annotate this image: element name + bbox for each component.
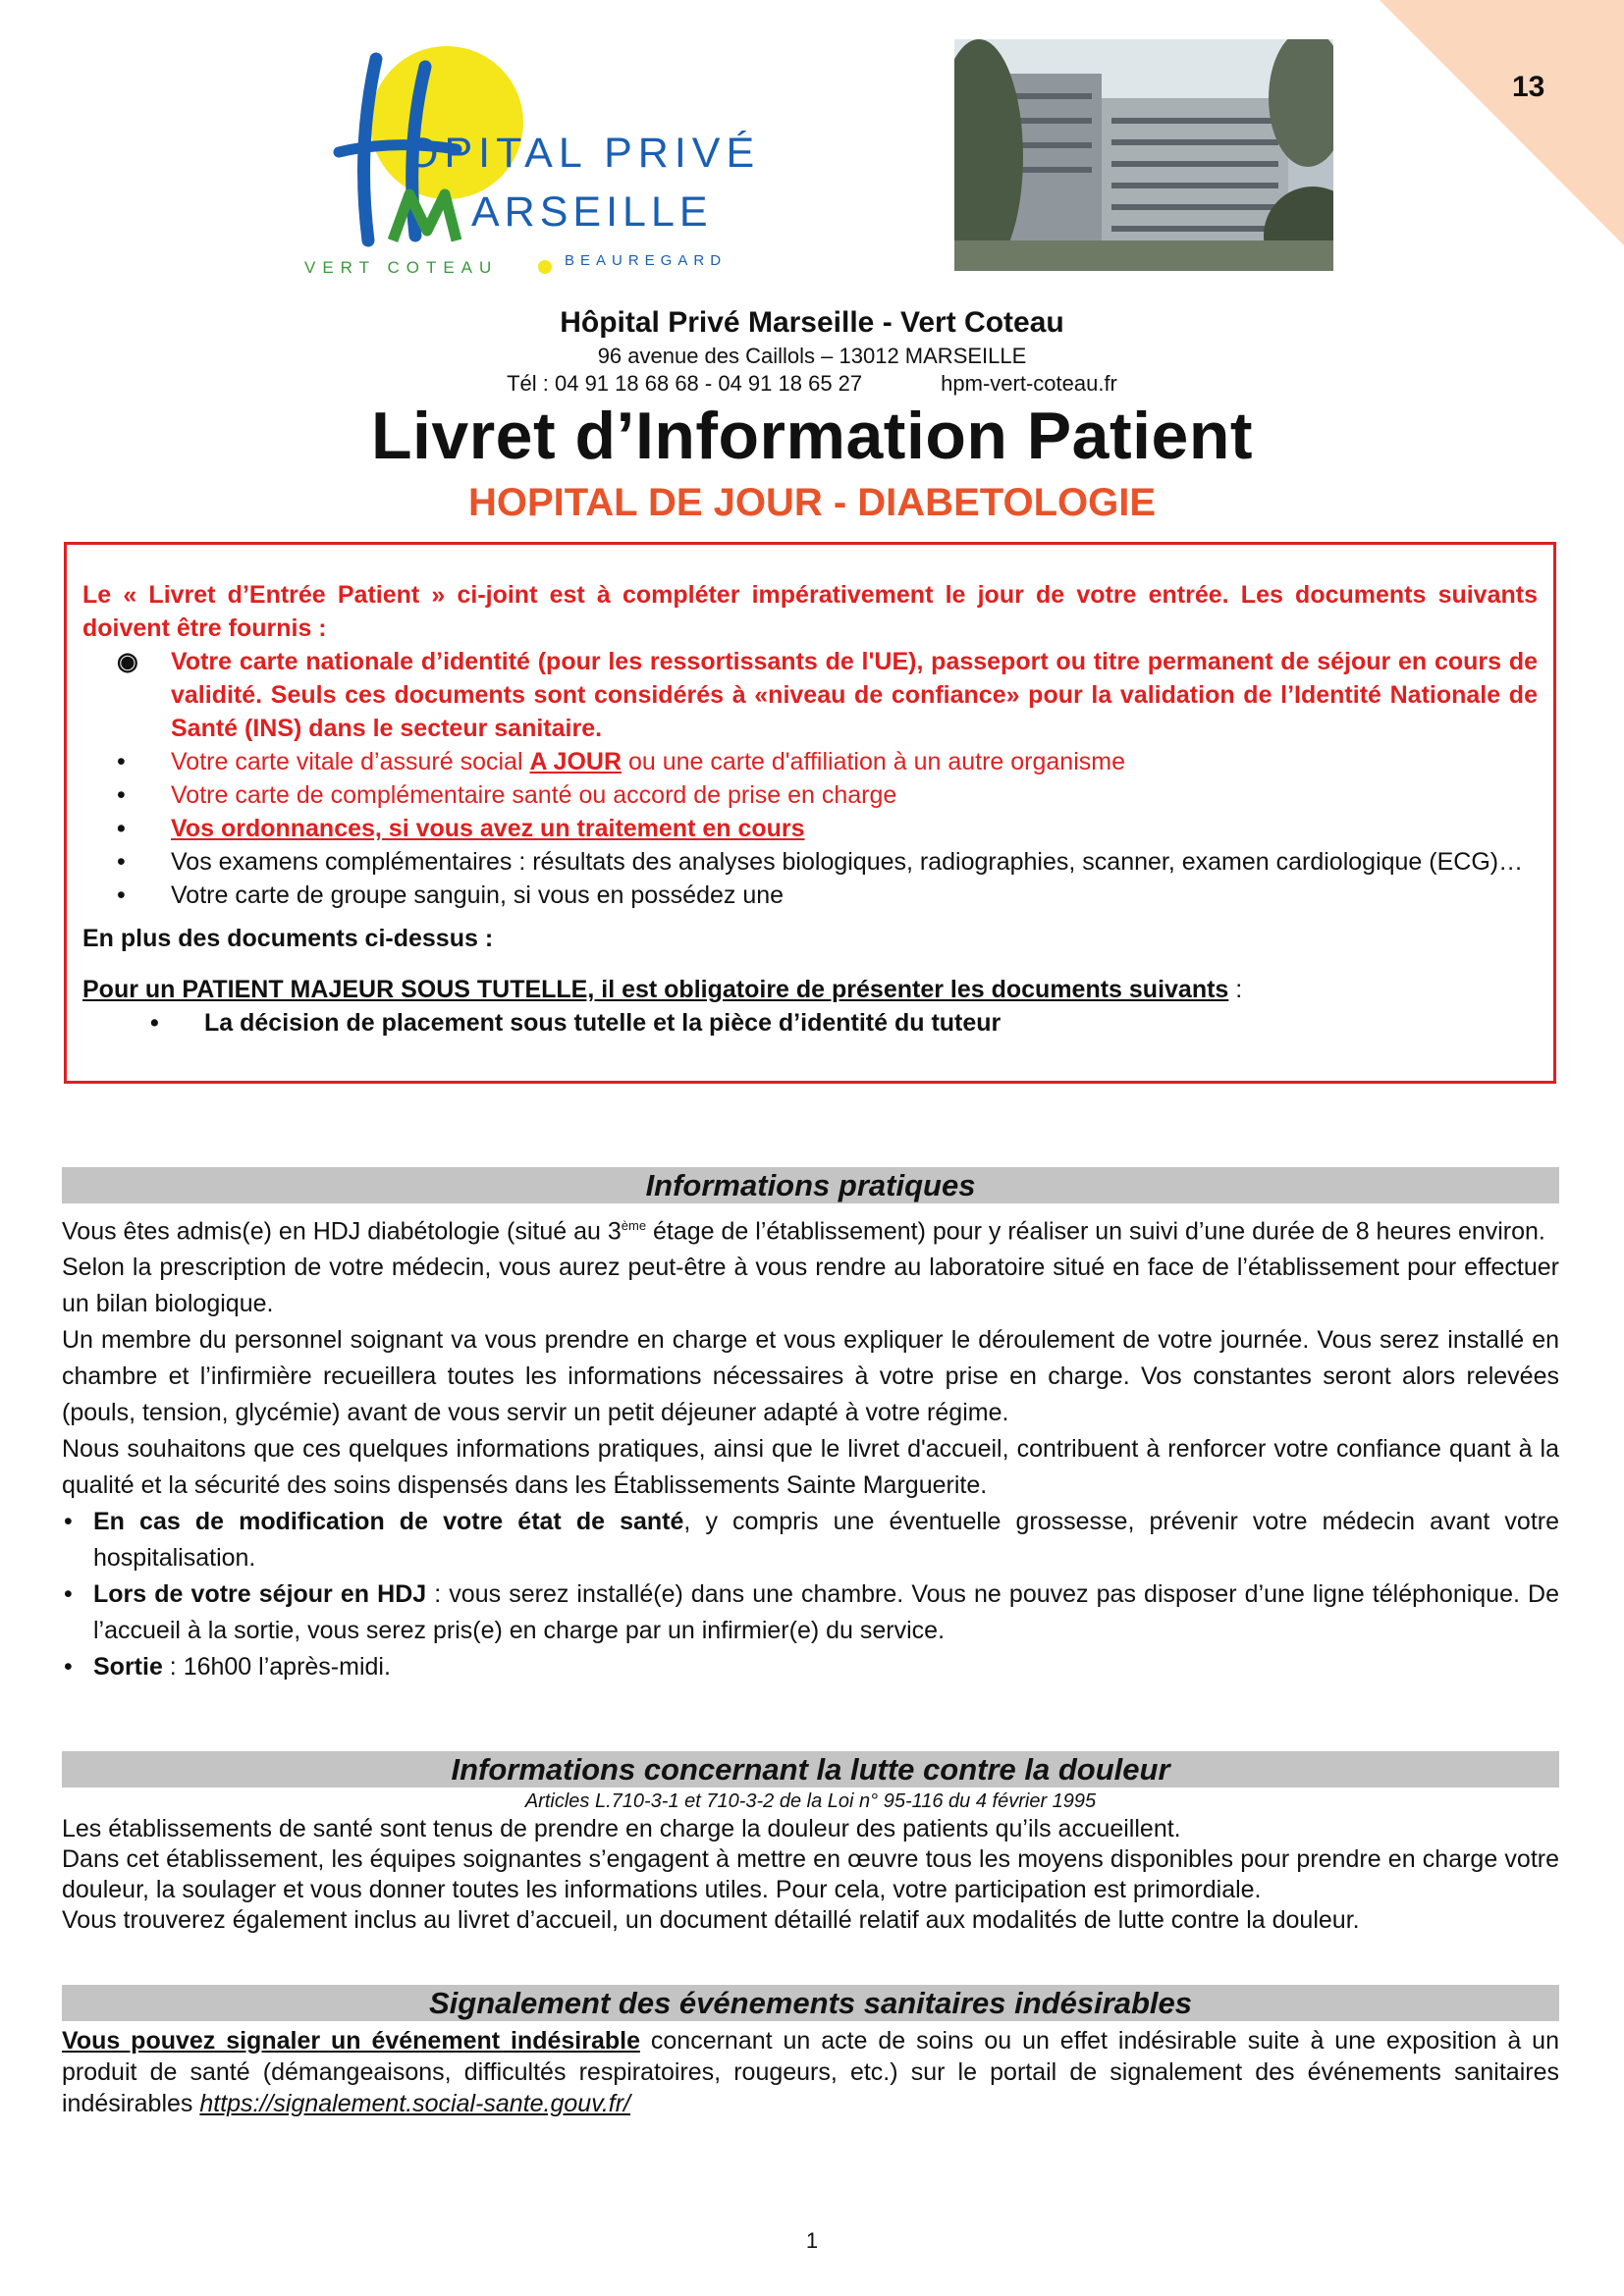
- events-paragraph: Vous pouvez signaler un événement indésirable concernant un acte de soins ou un effet indésirable suite à une exposition à un produit de santé (démangeaisons, difficultés respiratoires, rougeurs, etc.) sur le portail de signalement des événements sanitaires indésirables https://signalement.social-sante.gouv.fr/: [62, 2027, 1559, 2117]
- bullet-icon: •: [64, 1653, 73, 1682]
- bullet-icon: •: [64, 1580, 73, 1609]
- list-item: • Votre carte de groupe sanguin, si vous en possédez une: [171, 879, 1538, 912]
- list-item: • Vos examens complémentaires : résultats des analyses biologiques, radiographies, scanner, examen cardiologique (ECG)…: [171, 845, 1538, 879]
- pain-paragraph: Les établissements de santé sont tenus de prendre en charge la douleur des patients qu’ils accueillent.: [62, 1815, 1181, 1842]
- contact-line: [0, 371, 1624, 397]
- bullet-icon: •: [117, 781, 126, 809]
- pain-paragraph: Vous trouverez également inclus au livret d’accueil, un document détaillé relatif aux modalités de lutte contre la douleur.: [62, 1906, 1360, 1934]
- required-documents-box: [64, 542, 1556, 1084]
- notice-intro: Le « Livret d’Entrée Patient » ci-joint est à compléter impérativement le jour de votre entrée. Les documents suivants doivent être fournis :: [82, 581, 1538, 642]
- hospital-logo: [299, 29, 771, 285]
- list-item: • Lors de votre séjour en HDJ : vous serez installé(e) dans une chambre. Vous ne pouvez pas disposer d’une ligne téléphonique. De l’accueil à la sortie, vous serez pris(e) en charge par un infirmier(e) du service.: [93, 1576, 1559, 1649]
- bullet-icon: ◉: [117, 648, 138, 675]
- svg-text:ARSEILLE: ARSEILLE: [471, 188, 713, 236]
- events-lead: Vous pouvez signaler un événement indésirable: [62, 2027, 640, 2055]
- bullet-icon: •: [117, 815, 126, 842]
- bullet-icon: •: [117, 881, 126, 909]
- hospital-address: 96 avenue des Caillols – 13012 MARSEILLE: [597, 344, 1027, 368]
- list-item: • Votre carte vitale d’assuré social A JOUR ou une carte d'affiliation à un autre organisme: [171, 745, 1538, 778]
- hospital-name: Hôpital Privé Marseille - Vert Coteau: [560, 306, 1064, 339]
- section-title-events: Signalement des événements sanitaires indésirables: [62, 1985, 1559, 2021]
- svg-text:OPITAL PRIVÉ: OPITAL PRIVÉ: [406, 130, 761, 177]
- page-title: Livret d’Information Patient: [370, 399, 1254, 473]
- pain-paragraph: Dans cet établissement, les équipes soignantes s’engagent à mettre en œuvre tous les moyens disponibles pour prendre en charge votre douleur, la soulager et vous donner toutes les informations utiles. Pour cela, votre participation est primordiale.: [62, 1845, 1559, 1903]
- section-title-pain: Informations concernant la lutte contre la douleur: [62, 1751, 1559, 1788]
- bullet-icon: •: [150, 1009, 159, 1037]
- events-body: [62, 2025, 1559, 2119]
- svg-text:BEAUREGARD: BEAUREGARD: [565, 252, 728, 269]
- pain-info-body: [62, 1789, 1559, 1936]
- additional-documents-heading: En plus des documents ci-dessus :: [82, 925, 494, 952]
- website: hpm-vert-coteau.fr: [941, 371, 1117, 396]
- page-subtitle: HOPITAL DE JOUR - DIABETOLOGIE: [467, 481, 1157, 524]
- practical-info-body: [62, 1207, 1559, 1685]
- section-title-practical: Informations pratiques: [62, 1167, 1559, 1203]
- hospital-building-photo: [954, 39, 1333, 271]
- emphasis-a-jour: A JOUR: [529, 748, 622, 775]
- bullet-icon: •: [117, 748, 126, 775]
- corner-decoration: [0, 0, 1624, 245]
- bullet-icon: •: [64, 1508, 73, 1536]
- list-item: ◉ Votre carte nationale d’identité (pour les ressortissants de l'UE), passeport ou titre permanent de séjour en cours de validité. Seuls ces documents sont considérés à «niveau de confiance» pour la validation de l’Identité Nationale de Santé (INS) dans le secteur sanitaire.: [171, 645, 1538, 745]
- list-item: • La décision de placement sous tutelle et la pièce d’identité du tuteur: [204, 1006, 1538, 1040]
- practical-bullets: [62, 1504, 1559, 1685]
- list-item: • Vos ordonnances, si vous avez un traitement en cours: [171, 812, 1538, 845]
- page-number: 13: [1512, 71, 1545, 103]
- list-item: • En cas de modification de votre état de santé, y compris une éventuelle grossesse, prévenir votre médecin avant votre hospitalisation.: [93, 1504, 1559, 1576]
- footer-page-number: 1: [805, 2228, 819, 2253]
- practical-paragraph: Selon la prescription de votre médecin, vous aurez peut-être à vous rendre au laboratoire situé en face de l’établissement pour effectuer un bilan biologique.: [62, 1254, 1559, 1318]
- bullet-icon: •: [117, 848, 126, 876]
- tutelle-list: [82, 1006, 1538, 1040]
- tutelle-requirement: Pour un PATIENT MAJEUR SOUS TUTELLE, il est obligatoire de présenter les documents suivants :: [82, 976, 1243, 1003]
- practical-paragraph: Nous souhaitons que ces quelques informations pratiques, ainsi que le livret d'accueil, contribuent à renforcer votre confiance quant à la qualité et la sécurité des soins dispensés dans les Établissements Sainte Marguerite.: [62, 1435, 1559, 1500]
- phone-numbers: Tél : 04 91 18 68 68 - 04 91 18 65 27: [507, 371, 863, 396]
- practical-paragraph: Vous êtes admis(e) en HDJ diabétologie (situé au 3ème étage de l’établissement) pour y réaliser un suivi d’une durée de 8 heures environ.: [62, 1217, 1545, 1246]
- practical-paragraph: Un membre du personnel soignant va vous prendre en charge et vous expliquer le déroulement de votre journée. Vous serez installé en chambre et l’infirmière recueillera toutes les informations nécessaires à votre prise en charge. Vos constantes seront alors relevées (pouls, tension, glycémie) avant de vous servir un petit déjeuner adapté à votre régime.: [62, 1326, 1559, 1427]
- legal-reference: Articles L.710-3-1 et 710-3-2 de la Loi n° 95-116 du 4 février 1995: [524, 1790, 1097, 1812]
- svg-text:VERT COTEAU: VERT COTEAU: [304, 258, 499, 277]
- signalement-portal-link[interactable]: https://signalement.social-sante.gouv.fr/: [199, 2090, 631, 2117]
- list-item: • Votre carte de complémentaire santé ou accord de prise en charge: [171, 778, 1538, 812]
- documents-list: [82, 645, 1538, 912]
- list-item: • Sortie : 16h00 l’après-midi.: [93, 1649, 1559, 1685]
